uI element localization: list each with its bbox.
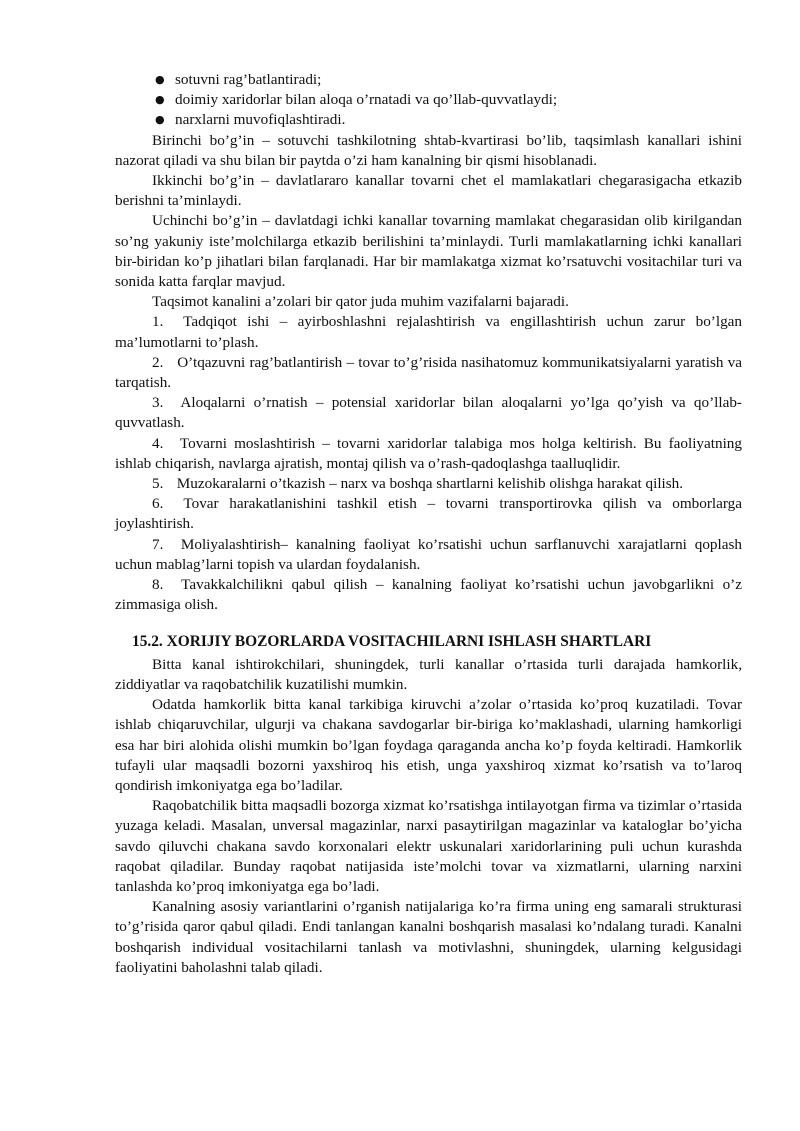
numbered-item xyxy=(115,393,742,433)
item-text: Tavakkalchilikni qabul qilish – kanalning faoliyat ko’rsatishi uchun javobgarlikni o’z zimmasiga olish. xyxy=(115,576,742,614)
bullet-list xyxy=(115,70,742,131)
bullet-icon: ● xyxy=(155,93,165,107)
item-number: 5. xyxy=(152,475,164,493)
numbered-item xyxy=(115,434,742,474)
paragraph: Birinchi bo’g’in – sotuvchi tashkilotning shtab-kvartirasi bo’lib, taqsimlash kanallari ishini nazorat qiladi va shu bilan bir paytda o’zi ham kanalning bir qismi hisoblanadi. xyxy=(115,131,742,169)
paragraph: Raqobatchilik bitta maqsadli bozorga xizmat ko’rsatishga intilayotgan firma va tizimlar o’rtasida yuzaga keladi. Masalan, unversal magazinlar, narxi pasaytirilgan magazinlar va kataloglar bo’yicha savdo qiluvchi chakana savdo korxonalari elektr uskunalari xaridorlarining puli uchun kurashda raqobat qiladilar. Bunday raqobat natijasida iste’molchi tovar va xizmatlarni, ularning narxini tanlashda ko’proq imkoniyatga ega bo’ladi. xyxy=(115,797,742,895)
item-number: 7. xyxy=(152,535,164,553)
numbered-item xyxy=(115,474,742,494)
paragraph: Taqsimot kanalini a’zolari bir qator juda muhim vazifalarni bajaradi. xyxy=(152,293,569,311)
item-number: 8. xyxy=(152,576,164,594)
section-heading: 15.2. XORIJIY BOZORLARDA VOSITACHILARNI ISHLASH SHARTLARI xyxy=(132,633,652,651)
numbered-item xyxy=(115,535,742,575)
numbered-item xyxy=(115,353,742,393)
list-item xyxy=(115,90,742,110)
numbered-item xyxy=(115,312,742,352)
item-number: 3. xyxy=(152,394,164,412)
list-item xyxy=(115,70,742,90)
paragraph: Bitta kanal ishtirokchilari, shuningdek, turli kanallar o’rtasida turli darajada hamkorlik, ziddiyatlar va raqobatchilik kuzatilishi mumkin. xyxy=(115,655,742,693)
numbered-item xyxy=(115,494,742,534)
bullet-text: doimiy xaridorlar bilan aloqa o’rnatadi va qo’llab-quvvatlaydi; xyxy=(175,91,558,109)
paragraph: Ikkinchi bo’g’in – davlatlararo kanallar tovarni chet el mamlakatlari chegarasigacha etkazib berishni ta’minlaydi. xyxy=(115,172,742,210)
item-text: Muzokaralarni o’tkazish – narx va boshqa shartlarni kelishib olishga harakat qilish. xyxy=(176,475,684,493)
item-text: Aloqalarni o’rnatish – potensial xaridorlar bilan aloqalarni yo’lga qo’yish va qo’llab-quvvatlash. xyxy=(115,394,742,432)
bullet-text: narxlarni muvofiqlashtiradi. xyxy=(175,111,346,129)
item-text: Tovarni moslashtirish – tovarni xaridorlar talabiga mos holga keltirish. Bu faoliyatning ishlab chiqarish, navlarga ajratish, montaj qilish va o’rash-qadoqlashga taalluqlidir. xyxy=(115,434,742,472)
item-text: Tadqiqot ishi – ayirboshlashni rejalashtirish va engillashtirish uchun zarur bo’lgan ma’lumotlarni to’plash. xyxy=(115,313,743,351)
item-number: 1. xyxy=(152,313,164,331)
paragraph: Odatda hamkorlik bitta kanal tarkibiga kiruvchi a’zolar o’rtasida ko’proq kuzatiladi. Tovar ishlab chiqaruvchilar, ulgurji va chakana savdogarlar bir-biriga ko’maklashadi, ularning hamkorligi esa har biri alohida olishi mumkin bo’lgan foydaga qaraganda ancha ko’p foyda keltiradi. Hamkorlik tufayli ular maqsadli bozorni yaxshiroq his etish, unga yaxshiroq xizmat ko’rsatish va to’laroq qondirish imkoniyatga ega bo’ladilar. xyxy=(115,696,742,794)
item-number: 4. xyxy=(152,434,164,452)
paragraph: Kanalning asosiy variantlarini o’rganish natijalariga ko’ra firma uning eng samarali strukturasi to’g’risida qaror qabul qiladi. Endi tanlangan kanalni boshqarish masalasi ko’ndalang turadi. Kanalni boshqarish individual vositachilarni tanlash va motivlashni, shuningdek, ularning kelgusidagi faoliyatini baholashni talab qiladi. xyxy=(115,898,742,976)
item-number: 6. xyxy=(152,495,164,513)
bullet-icon: ● xyxy=(155,73,165,86)
item-text: O’tqazuvni rag’batlantirish – tovar to’g’risida nasihatomuz kommunikatsiyalarni yaratish va tarqatish. xyxy=(115,353,743,392)
item-number: 2. xyxy=(152,353,164,371)
item-text: Moliyalashtirish– kanalning faoliyat ko’rsatishi uchun sarflanuvchi xarajatlarni qoplash uchun mablag’larni topish va ulardan foydalanish. xyxy=(115,535,742,573)
item-text: Tovar harakatlanishini tashkil etish – tovarni transportirovka qilish va omborlarga joylashtirish. xyxy=(115,495,742,533)
list-item xyxy=(115,110,742,130)
bullet-icon: ● xyxy=(155,113,165,127)
document-page xyxy=(115,70,742,978)
paragraph: Uchinchi bo’g’in – davlatdagi ichki kanallar tovarning mamlakat chegarasidan olib kirilgandan so’ng yakuniy iste’molchilarga etkazib berilishini ta’minlaydi. Turli mamlakatlarning ichki kanallari bir-biridan ko’p jihatlari bilan farqlanadi. Har bir mamlakatga xizmat ko’rsatuvchi vositachilar turi va sonida katta farqlar mavjud. xyxy=(115,212,742,291)
numbered-item xyxy=(115,575,742,615)
bullet-text: sotuvni rag’batlantiradi; xyxy=(175,71,322,88)
